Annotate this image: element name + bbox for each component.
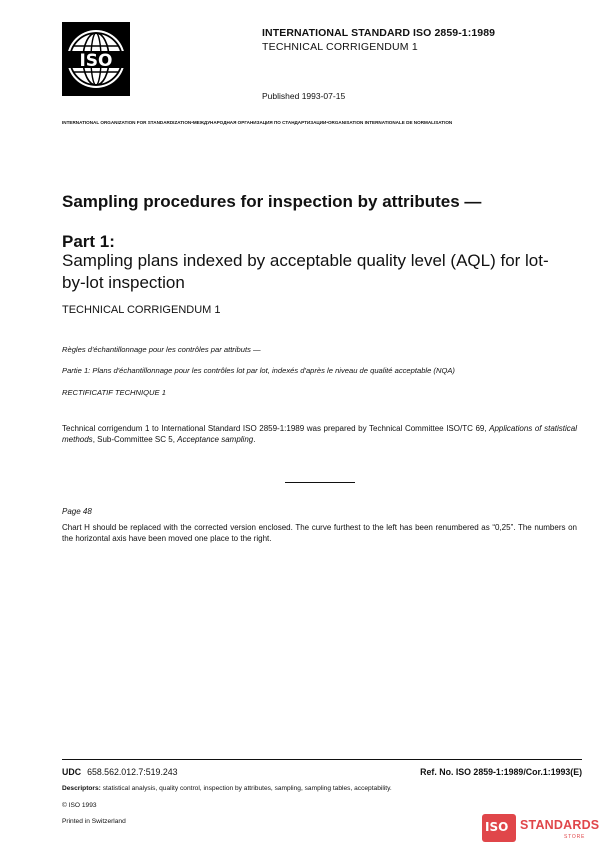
document-title: Sampling procedures for inspection by attributes — bbox=[62, 192, 482, 211]
subcommittee-name: Acceptance sampling bbox=[177, 435, 254, 444]
descriptors: Descriptors: statistical analysis, quality control, inspection by attributes, sampling, sampling tables, acceptability. bbox=[62, 785, 392, 792]
iso-badge-icon: ISO bbox=[482, 814, 516, 842]
page-reference: Page 48 bbox=[62, 507, 92, 516]
change-description: Chart H should be replaced with the corrected version enclosed. The curve furthest to the left has been renumbered as “0,25”. The numbers on the horizontal axis have been moved one place to the right. bbox=[62, 523, 577, 543]
corrigendum-header: TECHNICAL CORRIGENDUM 1 bbox=[262, 41, 418, 53]
standards-store-watermark: ISO STANDARDS STORE bbox=[482, 814, 594, 844]
reference-number: Ref. No. ISO 2859-1:1989/Cor.1:1993(E) bbox=[420, 767, 582, 777]
french-corrigendum: RECTIFICATIF TECHNIQUE 1 bbox=[62, 388, 166, 397]
footer-rule bbox=[62, 759, 582, 760]
committee-name: Applications of statistical methods bbox=[62, 424, 577, 444]
iso-logo bbox=[62, 22, 130, 96]
intro-paragraph: Technical corrigendum 1 to International Standard ISO 2859-1:1989 was prepared by Technical Committee ISO/TC 69, Applications of statistical methods, Sub-Committee SC 5, Acceptance sampling. bbox=[62, 424, 577, 444]
part-subtitle: Sampling plans indexed by acceptable quality level (AQL) for lot-by-lot inspection bbox=[62, 251, 549, 292]
french-title: Règles d'échantillonnage pour les contrôles par attributs — bbox=[62, 345, 261, 354]
corrigendum-heading: TECHNICAL CORRIGENDUM 1 bbox=[62, 304, 221, 316]
udc-number: UDC 658.562.012.7:519.243 bbox=[62, 767, 178, 777]
copyright: © ISO 1993 bbox=[62, 802, 97, 809]
section-divider bbox=[285, 482, 355, 483]
organization-line: INTERNATIONAL ORGANIZATION FOR STANDARDIZATION•МЕЖДУНАРОДНАЯ ОРГАНИЗАЦИЯ ПО СТАНДАРТИЗАЦИИ•ORGANISATION INTERNATIONALE DE NORMALISATION bbox=[62, 120, 453, 125]
french-part-title: Partie 1: Plans d'échantillonnage pour les contrôles lot par lot, indexés d'après le niveau de qualité acceptable (NQA) bbox=[62, 366, 455, 375]
published-date: Published 1993-07-15 bbox=[262, 91, 346, 101]
part-label: Part 1: bbox=[62, 232, 115, 251]
printed-in: Printed in Switzerland bbox=[62, 818, 126, 825]
logo-text: ISO bbox=[79, 51, 113, 71]
standard-title: INTERNATIONAL STANDARD ISO 2859-1:1989 bbox=[262, 27, 496, 39]
